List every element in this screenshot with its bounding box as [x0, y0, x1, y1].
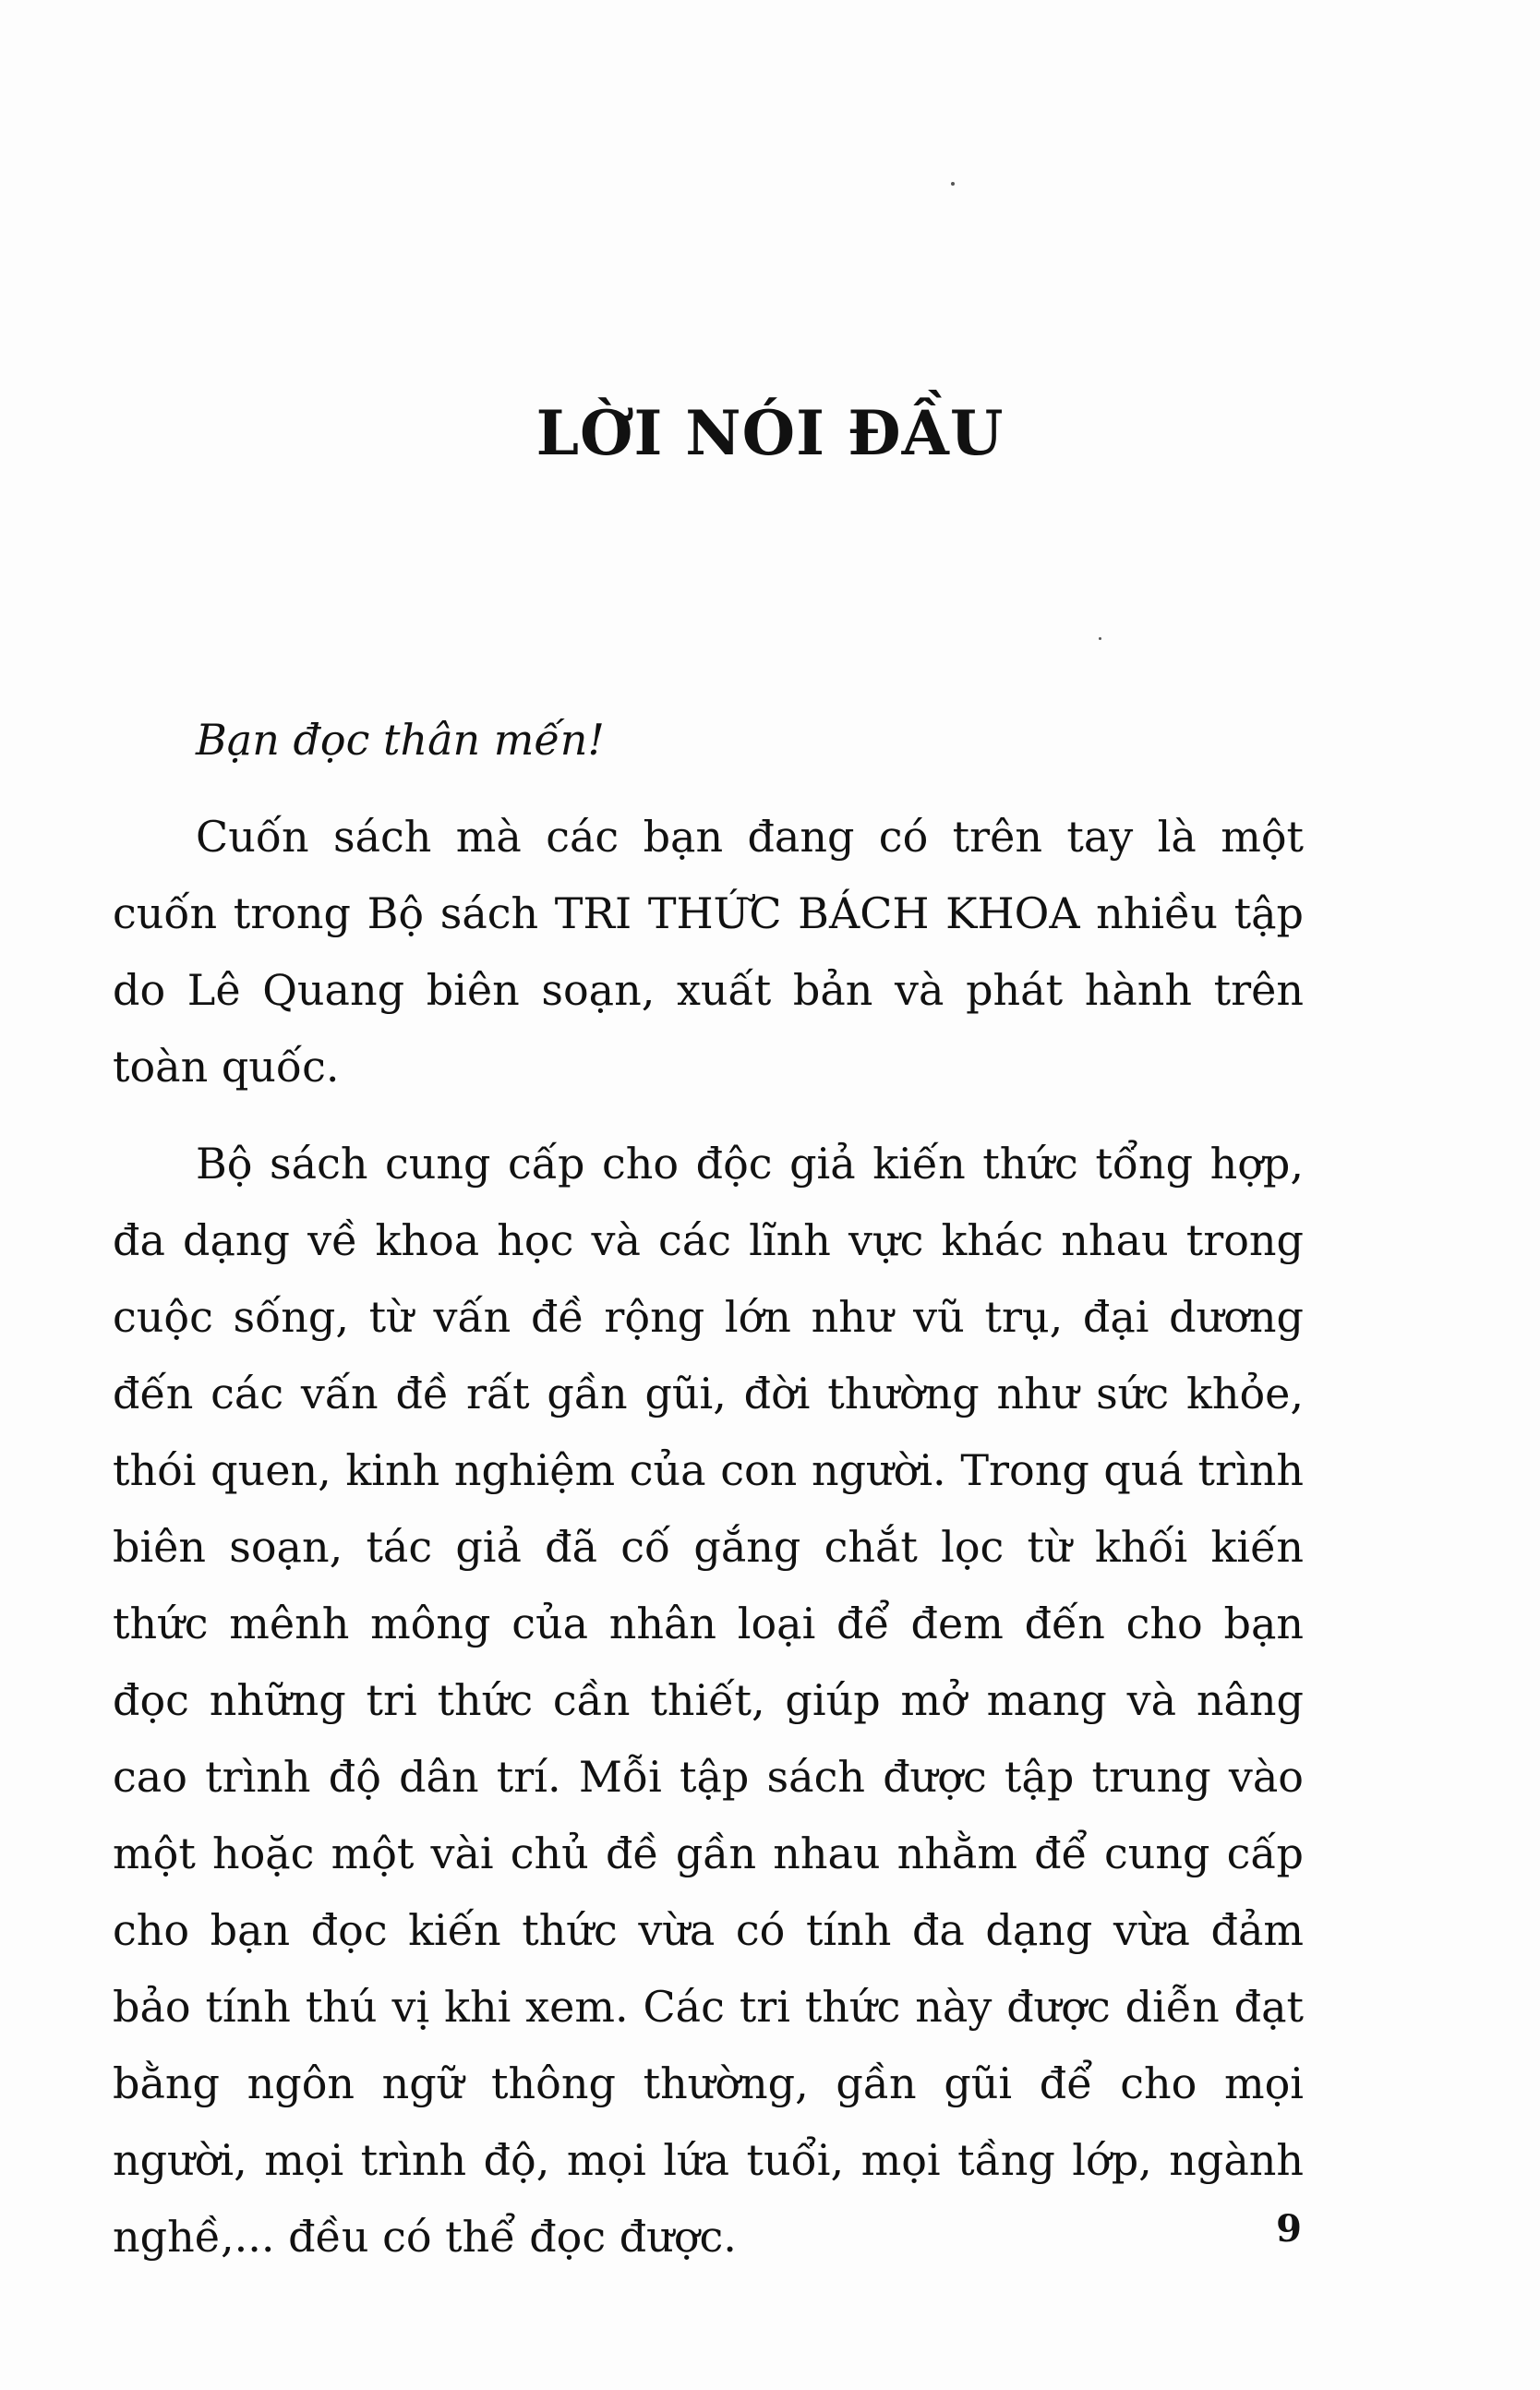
preface-body — [113, 702, 1304, 2296]
paragraph-1: Cuốn sách mà các bạn đang có trên tay là một cuốn trong Bộ sách TRI THỨC BÁCH KHOA nhiều tập do Lê Quang biên soạn, xuất bản và phát hành trên toàn quốc. — [113, 812, 1304, 1092]
scan-speck — [1099, 637, 1101, 640]
paragraph-2: Bộ sách cung cấp cho độc giả kiến thức tổng hợp, đa dạng về khoa học và các lĩnh vực khác nhau trong cuộc sống, từ vấn đề rộng lớn như vũ trụ, đại dương đến các vấn đề rất gần gũi, đời thường như sức khỏe, thói quen, kinh nghiệm của con người. Trong quá trình biên soạn, tác giả đã cố gắng chắt lọc từ khối kiến thức mênh mông của nhân loại để đem đến cho bạn đọc những tri thức cần thiết, giúp mở mang và nâng cao trình độ dân trí. Mỗi tập sách được tập trung vào một hoặc một vài chủ đề gần nhau nhằm để cung cấp cho bạn đọc kiến thức vừa có tính đa dạng vừa đảm bảo tính thú vị khi xem. Các tri thức này được diễn đạt bằng ngôn ngữ thông thường, gần gũi để cho mọi người, mọi trình độ, mọi lứa tuổi, mọi tầng lớp, ngành nghề,... đều có thể đọc được. — [113, 1139, 1304, 2262]
page-number: 9 — [1276, 2207, 1302, 2251]
scan-speck — [951, 182, 955, 186]
page-title: LỜI NÓI ĐẦU — [535, 397, 1005, 469]
greeting: Bạn đọc thân mến! — [196, 715, 605, 765]
